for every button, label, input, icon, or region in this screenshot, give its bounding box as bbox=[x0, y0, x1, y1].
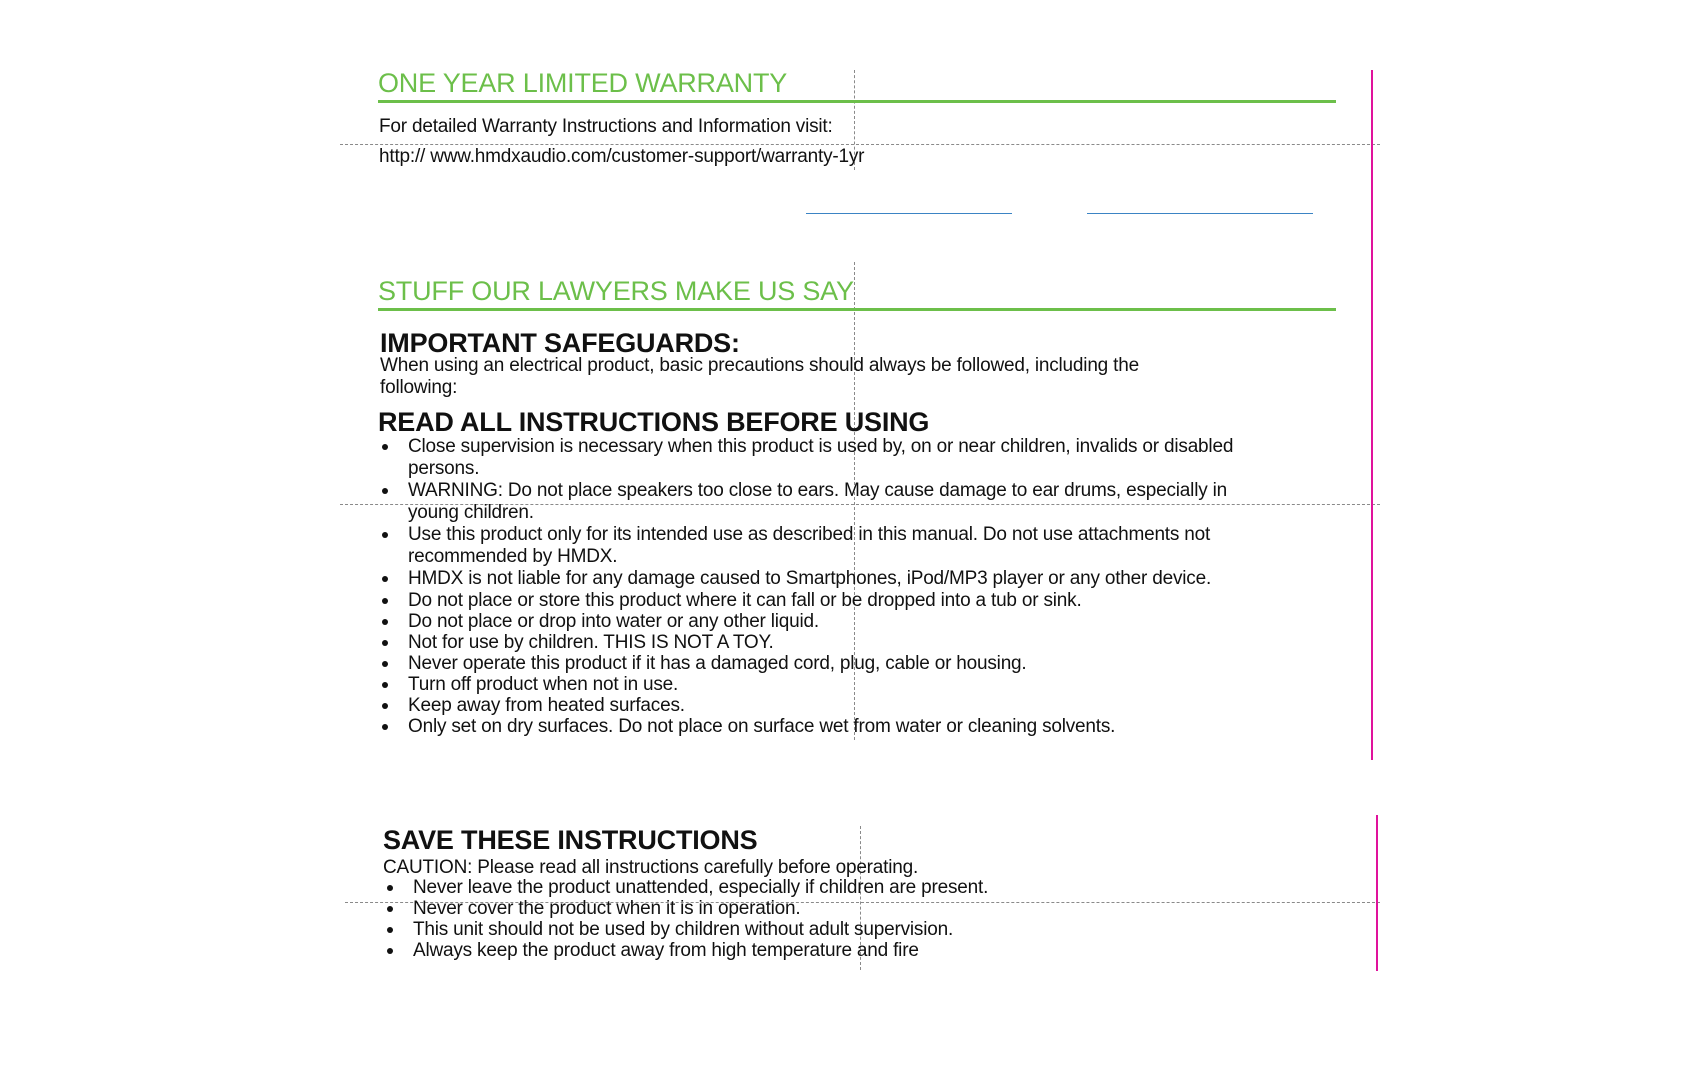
list-item-text: Never leave the product unattended, especially if children are present. bbox=[413, 877, 989, 898]
list-item-text: Never operate this product if it has a damaged cord, plug, cable or housing. bbox=[408, 653, 1027, 674]
bullet-icon bbox=[382, 703, 388, 709]
warranty-instructions-text: For detailed Warranty Instructions and Information visit: bbox=[379, 116, 833, 137]
list-item bbox=[378, 716, 1258, 737]
bullet-icon bbox=[387, 885, 393, 891]
safeguards-list bbox=[378, 436, 1258, 737]
list-item bbox=[378, 653, 1258, 674]
list-item bbox=[378, 674, 1258, 695]
bullet-icon bbox=[382, 598, 388, 604]
list-item bbox=[378, 524, 1258, 568]
list-item bbox=[378, 611, 1258, 632]
list-item bbox=[378, 568, 1258, 590]
list-item-text: Only set on dry surfaces. Do not place on surface wet from water or cleaning solvents. bbox=[408, 716, 1116, 737]
list-item bbox=[378, 480, 1258, 524]
warranty-url-link[interactable]: http:// www.hmdxaudio.com/customer-support/warranty-1yr bbox=[379, 146, 865, 167]
list-item bbox=[378, 590, 1258, 611]
bullet-icon bbox=[387, 906, 393, 912]
bullet-icon bbox=[382, 619, 388, 625]
list-item bbox=[378, 632, 1258, 653]
bullet-icon bbox=[382, 488, 388, 494]
bullet-icon bbox=[382, 682, 388, 688]
bullet-icon bbox=[382, 640, 388, 646]
lawyers-rule bbox=[378, 308, 1336, 311]
list-item-text: WARNING: Do not place speakers too close to ears. May cause damage to ear drums, especially in young children. bbox=[408, 480, 1227, 523]
bullet-icon bbox=[382, 724, 388, 730]
list-item bbox=[383, 877, 1283, 898]
list-item-text: Do not place or drop into water or any other liquid. bbox=[408, 611, 820, 632]
list-item bbox=[378, 695, 1258, 716]
safeguards-list-container bbox=[378, 436, 1278, 760]
bullet-icon bbox=[382, 532, 388, 538]
list-item-text: Never cover the product when it is in operation. bbox=[413, 898, 801, 919]
list-item-text: Keep away from heated surfaces. bbox=[408, 695, 685, 716]
list-item bbox=[383, 898, 1283, 919]
safeguards-heading: IMPORTANT SAFEGUARDS: bbox=[380, 328, 740, 358]
warranty-rule bbox=[378, 100, 1336, 103]
list-item-text: Turn off product when not in use. bbox=[408, 674, 679, 695]
list-item-text: Use this product only for its intended use as described in this manual. Do not use attachments not recommended by HMDX. bbox=[408, 524, 1211, 567]
bullet-icon bbox=[382, 661, 388, 667]
lawyers-heading: STUFF OUR LAWYERS MAKE US SAY bbox=[378, 276, 854, 306]
list-item-text: Close supervision is necessary when this product is used by, on or near children, invalids or disabled persons. bbox=[408, 436, 1234, 479]
caution-text: CAUTION: Please read all instructions carefully before operating. bbox=[383, 857, 919, 878]
link-underline-1 bbox=[806, 213, 1012, 214]
list-item bbox=[378, 436, 1258, 480]
list-item-text: Always keep the product away from high temperature and fire bbox=[413, 940, 919, 961]
warranty-heading: ONE YEAR LIMITED WARRANTY bbox=[378, 68, 788, 98]
save-list bbox=[383, 877, 1283, 961]
crop-mark-top bbox=[1371, 70, 1373, 760]
list-item-text: This unit should not be used by children without adult supervision. bbox=[413, 919, 954, 940]
list-item bbox=[383, 940, 1283, 961]
read-instructions-heading: READ ALL INSTRUCTIONS BEFORE USING bbox=[378, 407, 930, 437]
bullet-icon bbox=[382, 444, 388, 450]
save-instructions-heading: SAVE THESE INSTRUCTIONS bbox=[383, 825, 758, 855]
bullet-icon bbox=[387, 927, 393, 933]
list-item-text: Not for use by children. THIS IS NOT A TOY. bbox=[408, 632, 774, 653]
list-item-text: Do not place or store this product where it can fall or be dropped into a tub or sink. bbox=[408, 590, 1082, 611]
safeguards-intro: When using an electrical product, basic precautions should always be followed, including the following: bbox=[380, 355, 1139, 398]
guide-line-horizontal-1 bbox=[340, 144, 1380, 145]
bullet-icon bbox=[382, 576, 388, 582]
crop-mark-bottom bbox=[1376, 815, 1378, 971]
link-underline-2 bbox=[1087, 213, 1313, 214]
list-item-text: HMDX is not liable for any damage caused to Smartphones, iPod/MP3 player or any other device. bbox=[408, 568, 1212, 589]
list-item bbox=[383, 919, 1283, 940]
bullet-icon bbox=[387, 948, 393, 954]
